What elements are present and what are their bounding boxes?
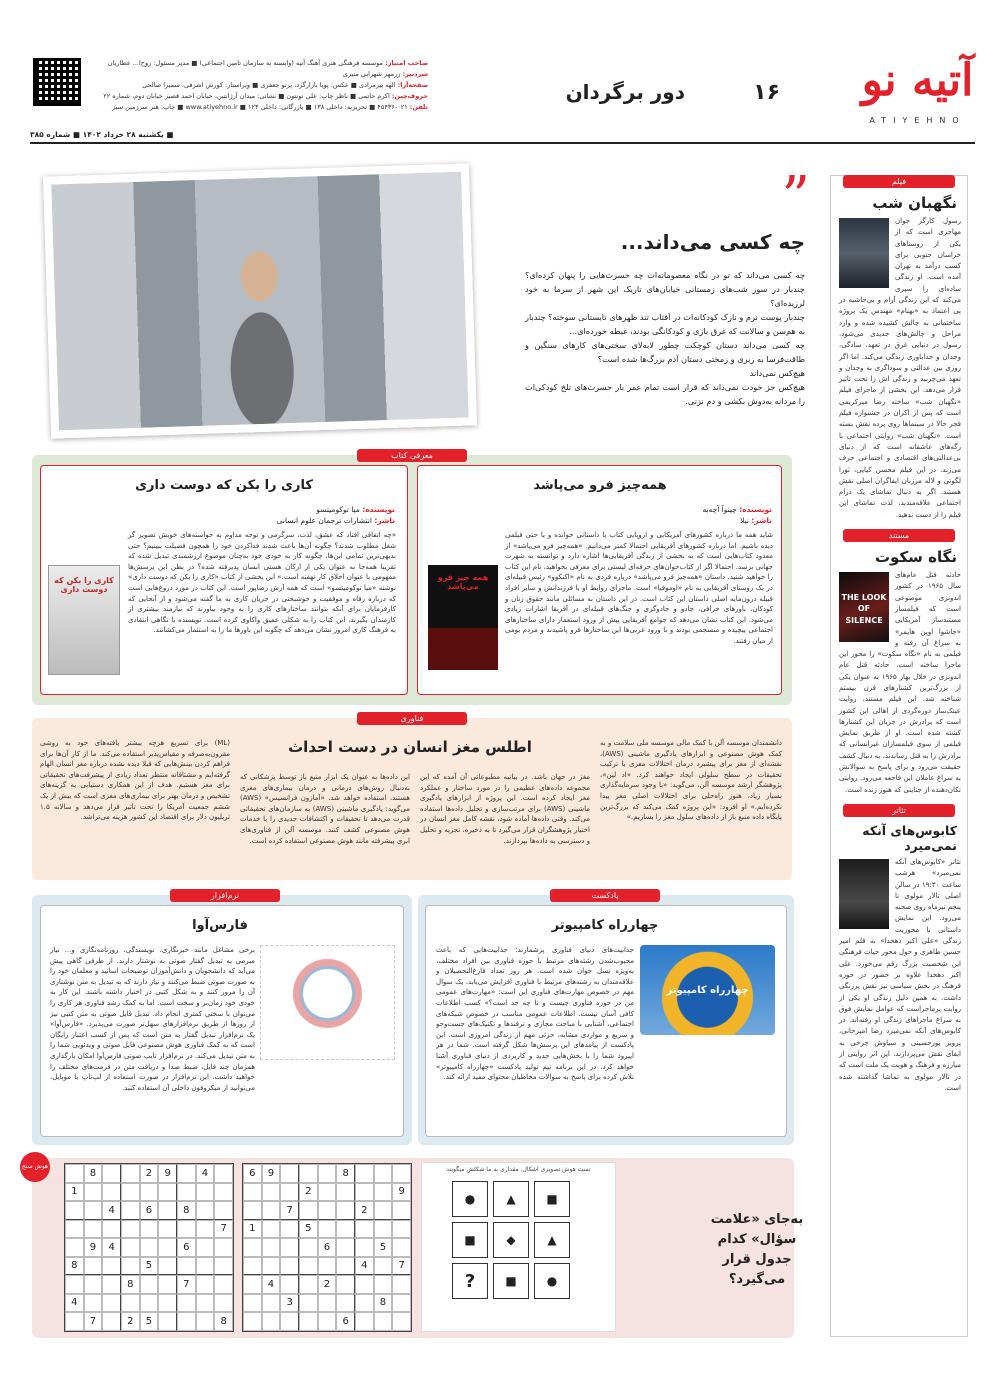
credit-line: حروف‌چین: اکرم حاتمی ■ ناظر چاپ: علی نونتون ■ نشانی: میدان آرژانتین، خیابان احمد قصیر خیابان دوم، شماره ۲۲ (103, 92, 428, 100)
logic-cell: ▲ (534, 1222, 570, 1258)
sudoku-cell[interactable] (214, 1164, 233, 1183)
sudoku-cell[interactable] (243, 1312, 262, 1331)
sudoku-cell[interactable]: 5 (299, 1220, 318, 1239)
editorial-paragraph: هیچ‌کس جز خودت نمی‌داند که قرار است تمام عمر بار حسرت‌های تلخ کودکی‌ات را مردانه به‌دوش بکشی و دم نزنی. (525, 382, 805, 406)
doc-review: THE LOOK OF SILENCE حادثه قتل عام‌های سال ۱۹۶۵ در کشور اندونزی موضوعی است که فیلمساز مستندساز آمریکایی «جاشوا اوپن هایمر» به سراغ آن رفته و فیلمی به نام «نگاه سکوت» را محور این ماجرا ساخته است. حادثه قتل عام اندونزی در خلال بهار ۱۹۶۵ به عنوان یکی از بزرگ‌ترین کشتارهای قرن بیستم شناخته شد. این فیلم مستند، روایت عینک‌ساز دوره‌گردی از اهالی این کشور است که برادرش در جریان این کشتارها کشته شده است. او از طریق نمایش فیلمی از سوی فیلمسازان غیرانسانی که برادرش را به قتل رساندند، به دنبال کشف حقیقت می‌رود و برای پاسخ به سوالاتش به سراغ عاملان این فاجعه می‌رود. روایتی تکان‌دهنده از جنایتی که هنوز زنده است. (839, 571, 962, 794)
sudoku-cell[interactable] (318, 1201, 337, 1220)
sudoku-cell[interactable] (102, 1275, 121, 1294)
sudoku-cell[interactable] (243, 1257, 262, 1276)
technology-col-1: دانشمندان موسسه آلن با کمک مالی موسسه ملی سلامت و به کمک هوش مصنوعی و ابزارهای یادگیری ماشینی (AWS)، نقشه‌ای از مغز برای پیشبرد درمان اختلالات مغزی با ترکیب تحقیقات در سطح سلولی ایجاد خواهند کرد. «اد لین»، پژوهشگر ارشد موسسه آلن، می‌گوید: «با وجود سرمایه‌گذاری بسیار زیاد، هنوز راه‌حلی برای اختلالات اصلی مغز پیدا نکرده‌ایم.» او افزود: «این پروژه کمک می‌کند که بزرگ‌ترین پایگاه داده منبع باز از داده‌های سلول مغز را بسازیم.» (600, 739, 782, 822)
sudoku-cell[interactable] (177, 1257, 196, 1276)
logo-latin: ATIYEHNO (869, 116, 966, 125)
sudoku-cell[interactable]: 3 (280, 1294, 299, 1313)
book2-cover: کاری را بکن که دوست داری (48, 565, 120, 675)
sudoku-cell[interactable]: 1 (65, 1183, 84, 1202)
technology-col-4: (ML) برای تسریع هرچه بیشتر یافته‌های خود به روشی مقرون‌به‌صرفه و مقیاس‌پذیر استفاده می‌کند. ما از کار آن‌ها برای فراهم کردن بینش‌هایی که قبلا دیده نشده درباره مغز انسان الهام گرفته‌ایم و مشتاقانه منتظر تعداد زیادی از پیشرفت‌های تحقیقاتی برای مغز هستیم. هدف از این همکاری دستیابی به گزینه‌های تشخیص و درمان بهتر برای بیماری‌های مغزی است که بیش از یک ششم جمعیت آمریکا را تحت تاثیر قرار می‌دهد و سالانه ۱.۵ تریلیون دلار برای اقتصاد این کشور هزینه می‌تراشد. (40, 739, 230, 822)
sudoku-cell[interactable]: 4 (262, 1275, 281, 1294)
sudoku-cell[interactable] (355, 1294, 374, 1313)
sudoku-grid-2[interactable] (242, 1163, 412, 1332)
sudoku-cell[interactable] (243, 1201, 262, 1220)
sudoku-cell[interactable]: 8 (374, 1294, 393, 1313)
sudoku-cell[interactable] (84, 1220, 103, 1239)
sudoku-cell[interactable] (65, 1312, 84, 1331)
sudoku-cell[interactable] (280, 1257, 299, 1276)
sudoku-cell[interactable] (374, 1164, 393, 1183)
sudoku-cell[interactable] (65, 1275, 84, 1294)
sudoku-cell[interactable] (65, 1238, 84, 1257)
sudoku-cell[interactable]: 6 (336, 1312, 355, 1331)
editorial-paragraph: هیچ‌کس نمی‌داند (749, 368, 805, 378)
credit-line: تلفن: ۰۲۱-۴۵۴۳۶ ■ تحریریه: داخلی ۱۳۸ ■ بازرگانی: داخلی ۱۲۳ ■ www.atiyehno.ir ■ چاپ: هنر سرزمین سبز (112, 103, 428, 111)
sudoku-cell[interactable]: 9 (84, 1238, 103, 1257)
sudoku-cell[interactable] (158, 1238, 177, 1257)
sudoku-cell[interactable]: 2 (140, 1164, 159, 1183)
sudoku-cell[interactable] (262, 1312, 281, 1331)
sudoku-cell[interactable] (392, 1164, 411, 1183)
sudoku-cell[interactable] (374, 1220, 393, 1239)
sudoku-cell[interactable] (121, 1238, 140, 1257)
logic-cell: ◆ (493, 1222, 529, 1258)
sudoku-cell[interactable] (214, 1275, 233, 1294)
logic-cell: ● (534, 1263, 570, 1299)
sudoku-cell[interactable]: 2 (121, 1312, 140, 1331)
theatre-review: تئاتر «کابوس‌های آنکه نمی‌میرد» هرشب ساعت ۱۹:۳۰ در سالن اصلی تالار مولوی تا پنجم تیرماه روی صحنه می‌رود. این نمایش داستانی با محوریت زندگی «علی اکبر دهخدا» به قلم امیر حسین طاهری و حول محور حیات فرهنگی این شخصیت بزرگ رقم می‌خورد. علی اکبر دهخدا علاوه بر حضور در حوزه فرهنگ در بخش سیاسی نیز نقش پررنگی داشت. به همین دلیل زندگی او یکی از روایت پرماجراست که عوامل نمایش فوق به سراغ ماجراهای زندگی او رفته‌اند. در کابوس‌های آنکه نمی‌میرد رضا امیرخانی، پرویز پورحسینی و سیاوش چرخی به ایفای نقش می‌پردازند. این اثر روایتی از مبارزه و فرهنگ و هویت یک ملت است که در تالار مولوی به تماشا گذاشته شده است. (839, 857, 961, 1092)
sudoku-cell[interactable] (196, 1275, 215, 1294)
podcast-title: چهارراه کامپیوتر (551, 918, 659, 933)
quote-icon: ” (781, 165, 810, 230)
sudoku-cell[interactable] (196, 1183, 215, 1202)
sudoku-cell[interactable] (243, 1238, 262, 1257)
logic-cells (452, 1181, 570, 1299)
tag-film: فیلم (843, 175, 955, 188)
sudoku-cell[interactable] (196, 1220, 215, 1239)
credit-line: سردبیر: زرمهر شهرابی منبری (342, 70, 428, 78)
sudoku-cell[interactable]: 7 (177, 1275, 196, 1294)
sudoku-cell[interactable] (374, 1275, 393, 1294)
sudoku-cell[interactable] (299, 1164, 318, 1183)
sudoku-cell[interactable]: 4 (355, 1257, 374, 1276)
sudoku-cell[interactable]: 9 (262, 1164, 281, 1183)
sudoku-cell[interactable] (102, 1312, 121, 1331)
book1-title: همه‌چیز فرو می‌پاشد (533, 478, 667, 493)
sudoku-cell[interactable]: 8 (65, 1257, 84, 1276)
sudoku-grid-1[interactable] (64, 1163, 234, 1332)
sudoku-cell[interactable] (299, 1294, 318, 1313)
sudoku-cell[interactable] (158, 1275, 177, 1294)
sudoku-cell[interactable] (392, 1201, 411, 1220)
sudoku-cell[interactable] (84, 1294, 103, 1313)
sudoku-cell[interactable] (280, 1183, 299, 1202)
sudoku-cell[interactable] (243, 1294, 262, 1313)
credits-block (88, 58, 428, 113)
sudoku-cell[interactable] (140, 1220, 159, 1239)
technology-col-2: مغز در جهان باشد. در بیانیه مطبوعاتی آن آمده که این مجموعه داده‌های عظیمی را در مورد ساختار و عملکرد مغز ایجاد کرده است. این پروژه از ابزارهای یادگیری ماشینی (AWS) برای مرتب‌سازی و تحلیل داده‌ها استفاده می‌کند. وقتی داده‌ها آماده شود، نقشه کامل مغز انسان در اختیار پژوهشگران قرار می‌گیرد تا به ذخیره، تجزیه و تحلیل و دسترسی به داده‌ها بپردازند. (420, 773, 590, 845)
sudoku-cell[interactable] (262, 1238, 281, 1257)
sudoku-cell[interactable] (355, 1312, 374, 1331)
editorial-paragraph: چه کسی می‌داند دستان کوچکت چطور لابه‌لای سختی‌های کارهای سنگین و طاقت‌فرسا به زبری و زمختی دستان آدم بزرگ‌ها شده است؟ (525, 340, 805, 364)
sudoku-cell[interactable]: 8 (336, 1164, 355, 1183)
sudoku-cell[interactable] (65, 1220, 84, 1239)
technology-title: اطلس مغز انسان در دست احداث (288, 738, 532, 756)
sudoku-cell[interactable] (177, 1220, 196, 1239)
sudoku-cell[interactable] (158, 1294, 177, 1313)
page-number: ۱۶ (753, 80, 780, 105)
sudoku-cell[interactable]: 6 (140, 1201, 159, 1220)
sudoku-cell[interactable] (392, 1312, 411, 1331)
sudoku-cell[interactable] (158, 1201, 177, 1220)
sudoku-cell[interactable]: 5 (374, 1238, 393, 1257)
sudoku-cell[interactable] (214, 1238, 233, 1257)
sudoku-cell[interactable] (355, 1220, 374, 1239)
sudoku-cell[interactable] (121, 1220, 140, 1239)
sudoku-cell[interactable] (121, 1164, 140, 1183)
sudoku-cell[interactable]: 6 (318, 1238, 337, 1257)
sudoku-cell[interactable] (299, 1201, 318, 1220)
sudoku-cell[interactable] (299, 1257, 318, 1276)
doc-poster: THE LOOK OF SILENCE (839, 572, 889, 642)
sudoku-cell[interactable] (121, 1201, 140, 1220)
sudoku-cell[interactable] (177, 1183, 196, 1202)
sudoku-cell[interactable] (318, 1257, 337, 1276)
sudoku-cell[interactable] (392, 1294, 411, 1313)
credit-line: صفحه‌آرا: الهه پیرمرادی ■ عکس: پویا بازارگرد، پرتو جعفری ■ ویراستار: کورش اشرفی، سمیرا صالحی (142, 81, 428, 89)
sudoku-cell[interactable] (65, 1164, 84, 1183)
sudoku-cell[interactable] (262, 1220, 281, 1239)
sudoku-cell[interactable] (196, 1257, 215, 1276)
sudoku-cell[interactable] (355, 1183, 374, 1202)
software-body: برخی مشاغل مانند خبرنگاری، نویسندگی، روزنامه‌نگاری و... نیاز مبرمی به تبدیل گفتار صوتی به نوشتار دارند. از طرفی گاهی پیش می‌آید که دانشجویان و دانش‌آموزان توضیحات اساتید و معلمان خود را به صورت صوتی ضبط می‌کنند و نیاز دارند که به تبدیل به متن نوشتاری آن را مرور کنند و به شکل کتبی در اختیار داشته باشند. این کار به خودی خود زمان‌بر و سخت است. اما به کمک رشد فناوری هر کاری را می‌توان با سختی کمتری انجام داد. تبدیل فایل صوتی به متن کتبی نیز از روزها از طریق نرم‌افزارهای سهل‌تر صورت می‌پذیرد. «فارس‌آوا» یک نرم‌افزار تبدیل گفتار به متن است که پس از کسب اعتبار رایگان است که به کمک فناوری هوش مصنوعی فایل صوتی و ویدئویی شما را به متن تبدیل می‌کند. در نرم‌افزار تایپ صوتی فارس‌آوا امکان بارگذاری همزمان چند فایل، ضبط صدا و دریافت متن در فرمت‌های مختلف را خواهید داشت. این نرم‌افزار در صورت استفاده از لپ‌تاپ یا موبایل، می‌توانید از میکروفون داخلی آن استفاده کنید. (50, 946, 255, 1092)
sudoku-cell[interactable] (84, 1257, 103, 1276)
logic-cell: ■ (534, 1181, 570, 1217)
culture-sidebar (830, 175, 968, 1337)
newspaper-logo (860, 46, 975, 144)
sudoku-cell[interactable]: 7 (392, 1257, 411, 1276)
tag-books: معرفی کتاب (357, 449, 467, 462)
logic-cell: ? (452, 1263, 488, 1299)
sudoku-cell[interactable] (299, 1312, 318, 1331)
book2-meta: نویسنده: میا توکومیتسو ناشر: انتشارات ترجمان علوم انسانی (276, 505, 395, 525)
sudoku-cell[interactable] (280, 1220, 299, 1239)
sudoku-cell[interactable] (140, 1238, 159, 1257)
sudoku-cell[interactable] (336, 1257, 355, 1276)
film-poster (839, 218, 889, 288)
sudoku-cell[interactable] (214, 1183, 233, 1202)
book1-body: شاید همه ما درباره کشورهای آمریکایی و اروپایی کتاب یا داستانی خوانده و یا حتی فیلمی دیده باشیم. اما درباره کشورهای آفریقایی احتمالا کمتر می‌دانیم. «همه‌چیز فرو می‌پاشد» از معدود کتاب‌هایی است که به بخشی از زندگی آفریقایی‌ها اشاره دارد و توانسته به شهرت جهانی برسد. احتمالا اگر از کتاب‌خوان‌های حرفه‌ای لیستی برای معرفی بخواهید، نام این کتاب را خواهید شنید. داستان «همه‌چیز فرو می‌پاشد» درباره فردی به نام «اکنکوو» رئیس قبیله‌ای در یک روستای آفریقایی به نام «اوموفیا» است. ماجرای روابط او با فرزندانش و سایر افراد قبیله درون‌مایه اصلی داستان این کتاب است. در این داستان به مسائلی مانند حقوق زنان و کودکان، باورهای خرافی، جادو و جادوگری و جنگ‌های قبیله‌ای در آفریقا اشارات زیادی می‌شود. این کتاب نشان می‌دهد که جوامع آفریقایی پیش از ورود استعمار دارای ساختارهای اجتماعی پیچیده و منسجمی بودند و با ورود غربی‌ها این ساختارها فرو پاشیدند و مردم بومی از میان رفتند. (505, 531, 773, 645)
book1-cover: همه چیز فرو می‌پاشد (428, 565, 498, 670)
sudoku-cell[interactable] (374, 1183, 393, 1202)
book2-body: «چه اتفاقی افتاد که عشق، لذت، سرگرمی و توجه مداوم به خواسته‌های خویش تصویر گر شغل مطلوب شدند؟ چگونه آن‌ها باعث شدند فداکردن خود را همچون فضیلت ببینیم؟ حتی بدیهی‌ترین تمامی این‌ها، چگونه کار به خودی خود به‌چنان موضوع ارزشمندی تبدیل شده که تقریبا همه‌جا به عنوان یکی از ارکان هستی انسان پذیرفته شده؟ در بطن این پرسش‌ها مفهومی با عنوان اخلاق کار نهفته است.» این بخشی از کتاب «کاری را بکن که دوست داری» نوشته «میا توکومیتسو» است که همه آرش رضاپور است. این کتاب در مورد دروغ‌هایی است که درباره رفاه و موفقیت و خوشبختی در جریان کاری به ما گفته می‌شود و از آنجایی که کارفرمایان برای آنکه بتوانند ساختارهای کاری را به وجود بیاورند که نیازمند بیشتری از کارمندان بگیرند، این کتاب را به شکلی عمیق واکاوی کرده است. نویسنده با نگاهی انتقادی به فرهنگ کاری امروز نشان می‌دهد که چگونه این باورها ما را به استثمار می‌کشانند. (128, 531, 396, 635)
sudoku-cell[interactable] (374, 1312, 393, 1331)
sudoku-cell[interactable]: 4 (102, 1201, 121, 1220)
sudoku-cell[interactable] (318, 1183, 337, 1202)
sudoku-cell[interactable]: 7 (280, 1201, 299, 1220)
sudoku-cell[interactable]: 4 (102, 1238, 121, 1257)
sudoku-cell[interactable] (392, 1238, 411, 1257)
sudoku-cell[interactable] (262, 1257, 281, 1276)
sudoku-cell[interactable] (196, 1294, 215, 1313)
editorial-body (525, 268, 805, 408)
sudoku-cell[interactable] (336, 1183, 355, 1202)
dateline: ■ یکشنبه ۲۸ خرداد ۱۴۰۲ ■ شماره ۳۸۵ (30, 130, 174, 139)
sudoku-cell[interactable] (392, 1220, 411, 1239)
book1-meta: نویسنده: چینوآ آچه‌به ناشر: نیلا (702, 505, 772, 525)
tag-software: نرم‌افزار (170, 889, 280, 902)
sudoku-cell[interactable] (355, 1275, 374, 1294)
sudoku-cell[interactable] (102, 1183, 121, 1202)
sudoku-cell[interactable] (280, 1312, 299, 1331)
logic-cell: ▲ (493, 1181, 529, 1217)
sudoku-cell[interactable] (336, 1201, 355, 1220)
masthead (30, 40, 975, 140)
sudoku-cell[interactable] (140, 1294, 159, 1313)
sudoku-cell[interactable]: 9 (158, 1164, 177, 1183)
book2-title: کاری را بکن که دوست داری (135, 478, 313, 493)
sudoku-cell[interactable] (102, 1294, 121, 1313)
sudoku-cell[interactable]: 6 (243, 1164, 262, 1183)
sudoku-cell[interactable] (392, 1275, 411, 1294)
film-review: رسول کارگر جوان مهاجری است که از یکی از روستاهای خراسان جنوبی برای کسب درآمد به تهران آمده است. او زندگی ساده‌ای را سپری می‌کند که این زندگی آرام و بی‌حاشیه در پی اعتماد به «بهنام» مهندس یک پروژه ساختمانی به چالش کشیده شده و وارد مراحل و چالش‌های جدیدی می‌شود. رسول در دنیایی غرق در تعهد، سادگی، وجدان و خداباوری زندگی می‌کند. اما اگر روزی بین عدالتی و سوداگری به وجدان و تعهد می‌چربید و زندگی اش را تحت تاثیر قرار می‌دهد. این بخشی از ماجرای فیلم «نگهبان شب» ساخته رضا میرکریمی است که پس از اکران در جشنواره فیلم فجر حالا در سینماها روی پرده نقش بسته است. «نگهبان شب» روایتی اجتماعی با رگه‌های عاشقانه است که از دنیای بی‌عدالتی‌های اقتصادی و اجتماعی حرف می‌زند. در این فیلم محسن کیایی، ثورا لگوتی و لاله مرزبان ایفاگران اصلی نقش هستند. اگر به دنبال تماشای یک درام اجتماعی علاقه‌مندید، لذت تماشای این فیلم را از دست ندهید. (839, 217, 961, 519)
sudoku-cell[interactable]: 9 (392, 1183, 411, 1202)
sudoku-cell[interactable] (158, 1183, 177, 1202)
sudoku-cell[interactable] (84, 1275, 103, 1294)
theatre-poster (839, 859, 889, 929)
sudoku-cell[interactable] (374, 1201, 393, 1220)
sudoku-cell[interactable] (336, 1294, 355, 1313)
sudoku-cell[interactable]: 8 (177, 1201, 196, 1220)
editorial-paragraph: چندبار پوست نرم و نازک کودکانه‌ات در آفتاب تند ظهرهای تابستانی سوخته؟ چندبار به هم‌سن و سالانت که غرق بازی و کودکانگی بودند، غبطه خورده‌ای... (525, 312, 805, 336)
sudoku-cell[interactable] (299, 1238, 318, 1257)
tag-podcast: پادکست (550, 889, 660, 902)
sudoku-cell[interactable] (262, 1201, 281, 1220)
sudoku-cell[interactable]: 8 (121, 1275, 140, 1294)
sudoku-cell[interactable] (158, 1312, 177, 1331)
sudoku-cell[interactable] (84, 1183, 103, 1202)
theatre-title: کابوس‌های آنکه نمی‌میرد (862, 822, 957, 853)
puzzle-question: به‌جای «علامت سؤال» کدام جدول قرار می‌گیرد؟ (710, 1212, 804, 1287)
tag-theatre: تئاتر (843, 804, 955, 817)
sudoku-cell[interactable] (121, 1294, 140, 1313)
sudoku-cell[interactable] (318, 1164, 337, 1183)
sudoku-cell[interactable] (102, 1257, 121, 1276)
editorial-paragraph: چه کسی می‌داند که تو در نگاه معصومانه‌ات چه حسرت‌هایی را پنهان کرده‌ای؟ چندبار در سوز شب‌های زمستانی خیابان‌های تاریک این شهر از سرما به خود لرزیده‌ای؟ (525, 270, 805, 308)
sudoku-cell[interactable] (177, 1164, 196, 1183)
sudoku-cell[interactable]: 4 (65, 1294, 84, 1313)
sudoku-cell[interactable] (243, 1183, 262, 1202)
sudoku-cell[interactable] (214, 1294, 233, 1313)
credit-line: صاحب امتیاز: موسسه فرهنگی هنری آهنگ آتیه (وابسته به سازمان تامین اجتماعی) ■ مدیر مسئول: روح‌ا... عطاریان (107, 59, 428, 67)
sudoku-cell[interactable] (196, 1238, 215, 1257)
sudoku-cell[interactable] (243, 1275, 262, 1294)
logic-cell: ● (452, 1181, 488, 1217)
sudoku-cell[interactable] (280, 1164, 299, 1183)
sudoku-cell[interactable]: 7 (214, 1220, 233, 1239)
sudoku-cell[interactable] (140, 1275, 159, 1294)
sudoku-cell[interactable] (214, 1201, 233, 1220)
sudoku-cell[interactable]: 8 (84, 1164, 103, 1183)
podcast-body: جذابیت‌های دنیای فناوری پرشمارند؛ جذابیت‌هایی که باعث محبوب‌شدن رشته‌های مرتبط با حوزه فناوری بین افراد مختلف، به‌ویژه نسل جوان شده است. هر روز تعداد فارغ‌التحصیلان و علاقه‌مندان به رشته‌های مرتبط با فناوری افزایش می‌یابد. یک سوال مهم در خصوص مهارت‌های فناوری این است: «مهارت‌های عمومی من در حوزه فناوری چیست و تا چه حد است؟» کسب اطلاعات کافی آسان نیست. اطلاعات عمومی مناسب در خصوص شبکه‌های اجتماعی، آشنایی با مباحث مجازی و ترفندها و تکنیک‌های جست‌وجو و سریع و مواردی مشابه، جزئی مهم از زندگی امروزی است. این پادکست از پیامدهای این پرسش‌ها شکل گرفته است. شما در هر اپیزود شما را با بخش‌هایی جدید و کاربردی از دنیای فناوری آشنا خواهد کرد. در این برنامه تیم تولید پادکست «چهارراه کامپیوتر» تلاش کرده برای پاسخ به سوالات مخاطبان محتوای مفید ارائه کند. (436, 946, 634, 1082)
sudoku-cell[interactable] (121, 1183, 140, 1202)
qr-code-icon[interactable] (33, 58, 81, 106)
sudoku-cell[interactable] (299, 1275, 318, 1294)
sudoku-cell[interactable] (355, 1164, 374, 1183)
sudoku-cell[interactable] (374, 1257, 393, 1276)
tag-technology: فناوری (357, 712, 467, 725)
editorial-title: چه کسی می‌داند... (620, 230, 805, 254)
sudoku-cell[interactable]: 5 (140, 1312, 159, 1331)
sudoku-cell[interactable] (196, 1312, 215, 1331)
sudoku-cell[interactable] (84, 1201, 103, 1220)
sudoku-cell[interactable] (214, 1257, 233, 1276)
sudoku-cell[interactable] (262, 1294, 281, 1313)
header-divider (30, 142, 975, 144)
sudoku-cell[interactable] (177, 1312, 196, 1331)
sudoku-cell[interactable] (280, 1275, 299, 1294)
sudoku-cell[interactable]: 2 (318, 1275, 337, 1294)
sudoku-cell[interactable] (140, 1183, 159, 1202)
logo-mark: آتیه نو (861, 55, 974, 106)
logic-cell: ■ (493, 1263, 529, 1299)
sudoku-cell[interactable] (196, 1201, 215, 1220)
sudoku-cell[interactable]: 2 (299, 1183, 318, 1202)
sudoku-cell[interactable] (280, 1238, 299, 1257)
sudoku-cell[interactable] (65, 1201, 84, 1220)
sudoku-cell[interactable] (355, 1238, 374, 1257)
puzzle-label: هوش سنج (20, 1152, 50, 1182)
logic-caption: تست هوش تصویری اشکال، مقداری به ما شکلش میگویند (446, 1166, 591, 1173)
sudoku-cell[interactable] (102, 1220, 121, 1239)
sudoku-cell[interactable] (318, 1220, 337, 1239)
doc-title: نگاه سکوت (874, 548, 957, 567)
sudoku-cell[interactable]: 4 (196, 1164, 215, 1183)
sudoku-cell[interactable] (318, 1312, 337, 1331)
sudoku-cell[interactable] (318, 1294, 337, 1313)
child-street-photo (43, 163, 477, 438)
sudoku-cell[interactable] (262, 1183, 281, 1202)
section-title: دور برگردان (565, 80, 685, 104)
technology-col-3: این داده‌ها به عنوان یک ابزار منبع باز توسط پزشکانی که به‌دنبال روش‌های درمانی و درمان بیماری‌های مغزی هستند، استفاده خواهد شد. «آمازون فرانسیس» (AWS) می‌گوید: یادگیری ماشینی (AWS) به سازمان‌های تحقیقاتی قدرت می‌دهد تا تحقیقات و اکتشافات جدیدی را با خدمات هوش مصنوعی کشف کنند. موسسه آلن از فناوری‌های ابری پیشرفته مانند هوش مصنوعی استفاده کرده است. (240, 773, 410, 845)
logic-puzzle (421, 1162, 616, 1332)
robot-microphone-illustration (260, 945, 395, 1060)
sudoku-cell[interactable]: 8 (214, 1312, 233, 1331)
sudoku-cell[interactable] (336, 1220, 355, 1239)
sudoku-cell[interactable]: 1 (243, 1220, 262, 1239)
sudoku-cell[interactable]: 6 (177, 1238, 196, 1257)
sudoku-cell[interactable] (102, 1164, 121, 1183)
sudoku-cell[interactable] (336, 1238, 355, 1257)
logic-cell: ■ (452, 1222, 488, 1258)
sudoku-cell[interactable] (158, 1257, 177, 1276)
sudoku-cell[interactable]: 7 (84, 1312, 103, 1331)
film-title: نگهبان شب (872, 194, 957, 212)
sudoku-cell[interactable] (121, 1257, 140, 1276)
sudoku-cell[interactable] (158, 1220, 177, 1239)
sudoku-cell[interactable]: 5 (140, 1257, 159, 1276)
sudoku-cell[interactable] (336, 1275, 355, 1294)
software-title: فارس‌آوا (192, 918, 248, 933)
sudoku-cell[interactable]: 2 (355, 1201, 374, 1220)
sudoku-cell[interactable] (177, 1294, 196, 1313)
tag-documentary: مستند (843, 529, 955, 542)
podcast-cover: چهارراه کامپیوتر (640, 945, 775, 1035)
